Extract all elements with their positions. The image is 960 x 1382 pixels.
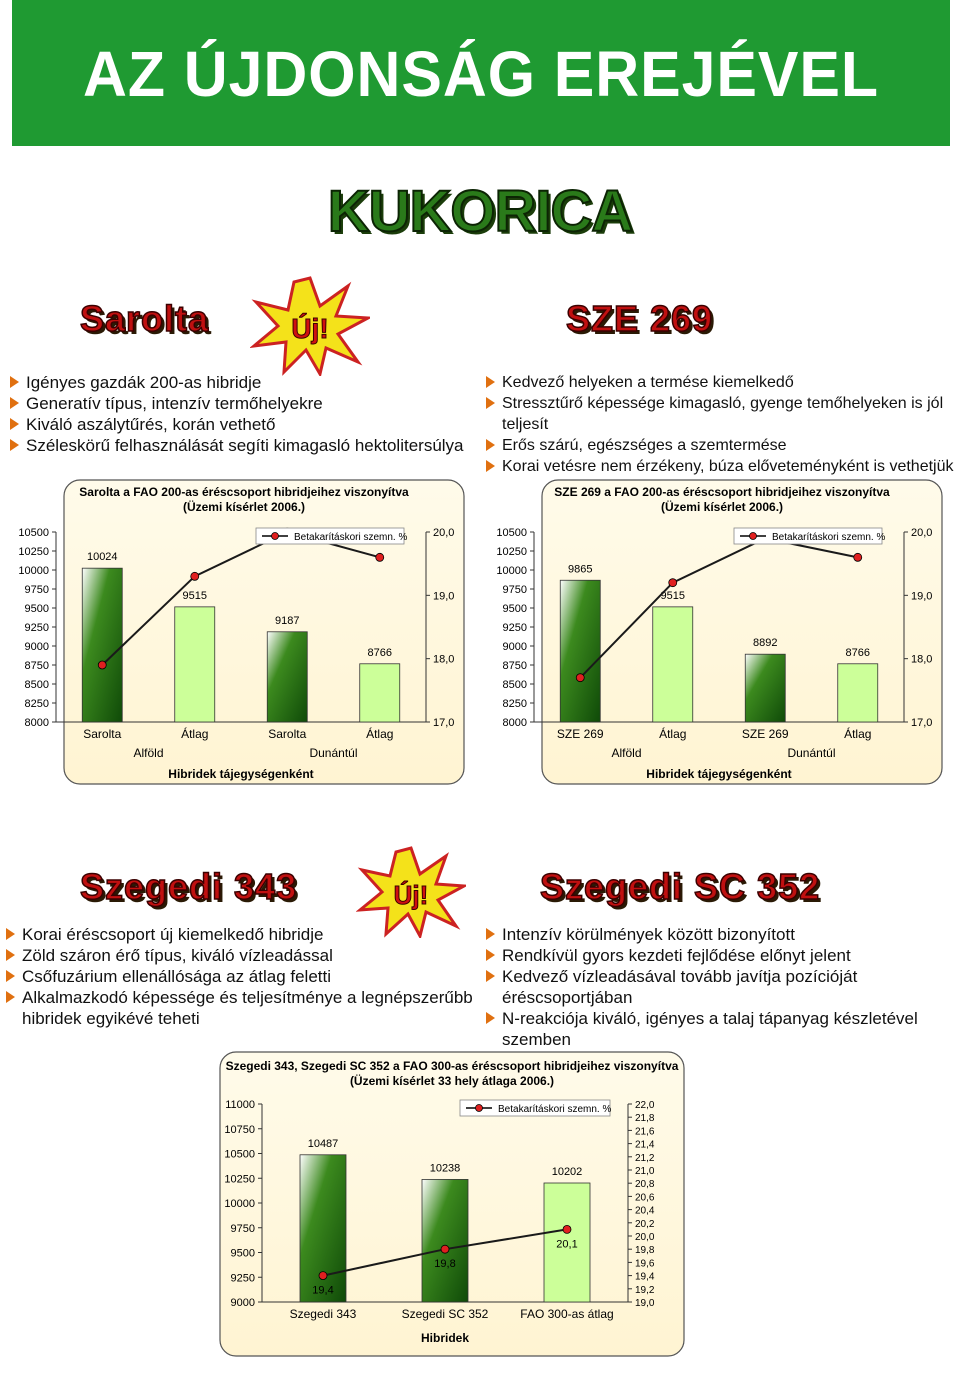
y-tick-label: 11000	[225, 1099, 255, 1111]
bar	[838, 664, 878, 722]
bar	[560, 580, 600, 722]
series-marker	[576, 674, 584, 682]
arrow-bullet-icon	[6, 991, 15, 1003]
legend-label: Betakarításkori szemn. %	[498, 1104, 612, 1115]
y2-tick-label: 21,8	[635, 1113, 655, 1125]
szegedisc352-bullets	[486, 924, 956, 1050]
y2-tick-label: 19,4	[635, 1271, 655, 1283]
list-item: Igényes gazdák 200-as hibridje	[10, 372, 470, 393]
legend-label: Betakarításkori szemn. %	[772, 532, 886, 543]
bar-value-label: 10202	[551, 1166, 583, 1179]
y-tick-label: 10000	[224, 1198, 255, 1210]
arrow-bullet-icon	[486, 949, 495, 961]
y2-tick-label: 20,0	[433, 527, 455, 539]
y-tick-label: 9750	[230, 1222, 255, 1235]
y2-tick-label: 20,2	[635, 1218, 655, 1230]
bar-value-label: 8892	[753, 637, 778, 650]
y2-tick-label: 22,0	[635, 1100, 655, 1111]
y-tick-label: 9500	[502, 603, 527, 615]
x-axis-title: Hibridek	[420, 1331, 470, 1345]
series-marker	[376, 553, 384, 561]
y-tick-label: 9500	[230, 1247, 255, 1260]
y-tick-label: 8750	[502, 660, 527, 672]
y2-tick-label: 19,0	[433, 590, 455, 603]
x-tick-label: SZE 269	[741, 727, 789, 741]
y2-tick-label: 20,8	[635, 1179, 655, 1191]
y2-tick-label: 21,4	[635, 1139, 655, 1151]
list-item: Csőfuzárium ellenállósága az átlag feletti	[6, 966, 476, 987]
new-badge-label: Új!	[291, 313, 329, 344]
list-item: N-reakciója kiváló, igényes a talaj tápanyag készletével szemben	[486, 1008, 956, 1050]
series-marker	[563, 1225, 571, 1233]
bar	[422, 1179, 468, 1302]
y-tick-label: 9750	[24, 584, 49, 596]
bar-value-label: 9515	[182, 589, 207, 602]
bar-value-label: 10487	[307, 1137, 339, 1150]
list-item: Korai vetésre nem érzékeny, búza előveteményként is vethetjük	[486, 456, 956, 477]
legend-label: Betakarításkori szemn. %	[294, 532, 408, 543]
arrow-bullet-icon	[486, 1012, 495, 1024]
y2-tick-label: 19,8	[635, 1245, 655, 1257]
series-value-label: 19,4	[312, 1284, 334, 1297]
y-tick-label: 10750	[224, 1123, 255, 1136]
y-tick-label: 10250	[224, 1173, 255, 1186]
main-title: KUKORICA	[327, 179, 633, 244]
chart-szegedi	[210, 1050, 690, 1360]
series-marker	[191, 572, 199, 580]
series-marker	[669, 579, 677, 587]
y2-tick-label: 19,0	[635, 1298, 655, 1309]
chart-sarolta	[4, 478, 480, 788]
y2-tick-label: 19,2	[635, 1284, 655, 1296]
y-tick-label: 8500	[502, 679, 527, 691]
bar-value-label: 9865	[568, 563, 593, 576]
list-item: Kedvező helyeken a termése kiemelkedő	[486, 372, 956, 393]
y-tick-label: 9250	[230, 1272, 255, 1285]
bar-value-label: 9187	[275, 614, 300, 627]
arrow-bullet-icon	[486, 397, 495, 409]
y2-tick-label: 21,2	[635, 1152, 655, 1164]
x-group-label: Dunántúl	[309, 746, 358, 760]
y-tick-label: 10500	[18, 527, 49, 539]
chart-subtitle: (Üzemi kísérlet 2006.)	[182, 500, 306, 514]
series-marker	[98, 661, 106, 669]
y-tick-label: 9000	[230, 1297, 255, 1309]
y-tick-label: 10500	[224, 1148, 255, 1161]
bar-value-label: 10024	[86, 551, 118, 564]
y-tick-label: 10000	[496, 565, 527, 577]
y2-tick-label: 20,0	[911, 527, 933, 539]
arrow-bullet-icon	[10, 376, 19, 388]
header-banner	[12, 0, 950, 146]
x-tick-label: FAO 300-as átlag	[520, 1307, 614, 1321]
arrow-bullet-icon	[486, 439, 495, 451]
chart-sze269	[482, 478, 958, 788]
y-tick-label: 8750	[24, 660, 49, 672]
arrow-bullet-icon	[6, 949, 15, 961]
arrow-bullet-icon	[10, 397, 19, 409]
bar-value-label: 8766	[845, 646, 870, 659]
y-tick-label: 9500	[24, 603, 49, 615]
banner-title: AZ ÚJDONSÁG EREJÉVEL	[82, 38, 880, 110]
new-badge-label: Új!	[393, 880, 429, 910]
chart-title: Sarolta a FAO 200-as éréscsoport hibridjeihez viszonyítva	[79, 485, 409, 499]
arrow-bullet-icon	[6, 970, 15, 982]
y-tick-label: 10000	[18, 565, 49, 577]
hybrid-title-szegedisc352: Szegedi SC 352	[540, 866, 821, 907]
x-tick-label: Szegedi 343	[289, 1307, 357, 1321]
y2-tick-label: 21,6	[635, 1126, 655, 1138]
y2-tick-label: 21,0	[635, 1166, 655, 1177]
bar-value-label: 9515	[660, 589, 685, 602]
list-item: Erős szárú, egészséges a szemtermése	[486, 435, 956, 456]
list-item: Intenzív körülmények között bizonyított	[486, 924, 956, 945]
list-item: Rendkívül gyors kezdeti fejlődése előnyt jelent	[486, 945, 956, 966]
list-item: Stressztűrő képessége kimagasló, gyenge temőhelyeken is jól teljesít	[486, 393, 956, 435]
y-tick-label: 10250	[18, 546, 49, 558]
x-group-label: Alföld	[611, 746, 642, 760]
y2-tick-label: 17,0	[911, 717, 933, 729]
y2-tick-label: 18,0	[433, 653, 455, 666]
bar-value-label: 10238	[429, 1162, 461, 1175]
arrow-bullet-icon	[486, 376, 495, 388]
x-axis-title: Hibridek tájegységenként	[646, 767, 792, 781]
sze269-bullets	[486, 372, 956, 477]
list-item: Alkalmazkodó képessége és teljesítménye a legnépszerűbb hibridek egyikévé teheti	[6, 987, 476, 1029]
y2-tick-label: 20,0	[635, 1232, 655, 1243]
y-tick-label: 8250	[502, 698, 527, 710]
series-marker	[319, 1272, 327, 1280]
x-tick-label: Átlag	[844, 727, 872, 741]
legend-marker	[272, 533, 279, 540]
x-tick-label: Sarolta	[268, 727, 307, 741]
bar	[745, 654, 785, 722]
y-tick-label: 8000	[24, 717, 49, 729]
chart-panel	[64, 480, 464, 784]
series-marker	[854, 553, 862, 561]
sarolta-bullets	[10, 372, 470, 456]
y2-tick-label: 17,0	[433, 717, 455, 729]
y-tick-label: 8250	[24, 698, 49, 710]
new-badge-icon	[250, 276, 370, 376]
series-value-label: 19,8	[434, 1258, 456, 1271]
list-item: Kiváló aszálytűrés, korán vethető	[10, 414, 470, 435]
arrow-bullet-icon	[486, 928, 495, 940]
series-marker	[441, 1245, 449, 1253]
y-tick-label: 8500	[24, 679, 49, 691]
bar	[82, 568, 122, 722]
arrow-bullet-icon	[486, 460, 495, 472]
bar	[653, 607, 693, 722]
hybrid-title-szegedi343: Szegedi 343	[80, 866, 298, 907]
legend-marker	[476, 1105, 483, 1112]
y-tick-label: 9750	[502, 584, 527, 596]
arrow-bullet-icon	[10, 439, 19, 451]
y-tick-label: 9000	[502, 641, 527, 653]
chart-title: SZE 269 a FAO 200-as éréscsoport hibridjeihez viszonyítva	[554, 485, 890, 499]
chart-subtitle: (Üzemi kísérlet 33 hely átlaga 2006.)	[349, 1074, 555, 1088]
y-tick-label: 9250	[502, 622, 527, 634]
hybrid-title-sze269: SZE 269	[566, 298, 714, 339]
x-group-label: Alföld	[133, 746, 164, 760]
x-tick-label: Átlag	[181, 727, 209, 741]
chart-title: Szegedi 343, Szegedi SC 352 a FAO 300-as éréscsoport hibridjeihez viszonyítva	[225, 1059, 679, 1073]
list-item: Széleskörű felhasználását segíti kimagasló hektolitersúlya	[10, 435, 470, 456]
x-tick-label: Átlag	[366, 727, 394, 741]
list-item: Korai éréscsoport új kiemelkedő hibridje	[6, 924, 476, 945]
hybrid-title-sarolta: Sarolta	[80, 298, 210, 339]
chart-subtitle: (Üzemi kísérlet 2006.)	[660, 500, 784, 514]
list-item: Generatív típus, intenzív termőhelyekre	[10, 393, 470, 414]
szegedi343-bullets	[6, 924, 476, 1029]
arrow-bullet-icon	[10, 418, 19, 430]
bar	[267, 632, 307, 722]
x-axis-title: Hibridek tájegységenként	[168, 767, 314, 781]
y-tick-label: 10500	[496, 527, 527, 539]
y2-tick-label: 20,4	[635, 1205, 655, 1217]
y2-tick-label: 20,6	[635, 1192, 655, 1204]
y2-tick-label: 18,0	[911, 653, 933, 666]
arrow-bullet-icon	[486, 970, 495, 982]
legend-marker	[750, 533, 757, 540]
bar	[360, 664, 400, 722]
y-tick-label: 9000	[24, 641, 49, 653]
y2-tick-label: 19,0	[911, 590, 933, 603]
x-group-label: Dunántúl	[787, 746, 836, 760]
x-tick-label: Szegedi SC 352	[401, 1307, 489, 1321]
arrow-bullet-icon	[6, 928, 15, 940]
x-tick-label: SZE 269	[556, 727, 604, 741]
y-tick-label: 9250	[24, 622, 49, 634]
list-item: Zöld száron érő típus, kiváló vízleadással	[6, 945, 476, 966]
bar-value-label: 8766	[367, 646, 392, 659]
y-tick-label: 8000	[502, 717, 527, 729]
y2-tick-label: 19,6	[635, 1258, 655, 1270]
x-tick-label: Sarolta	[83, 727, 122, 741]
list-item: Kedvező vízleadásával tovább javítja pozícióját éréscsoportjában	[486, 966, 956, 1008]
x-tick-label: Átlag	[659, 727, 687, 741]
series-value-label: 20,1	[556, 1238, 578, 1251]
bar	[175, 607, 215, 722]
y-tick-label: 10250	[496, 546, 527, 558]
